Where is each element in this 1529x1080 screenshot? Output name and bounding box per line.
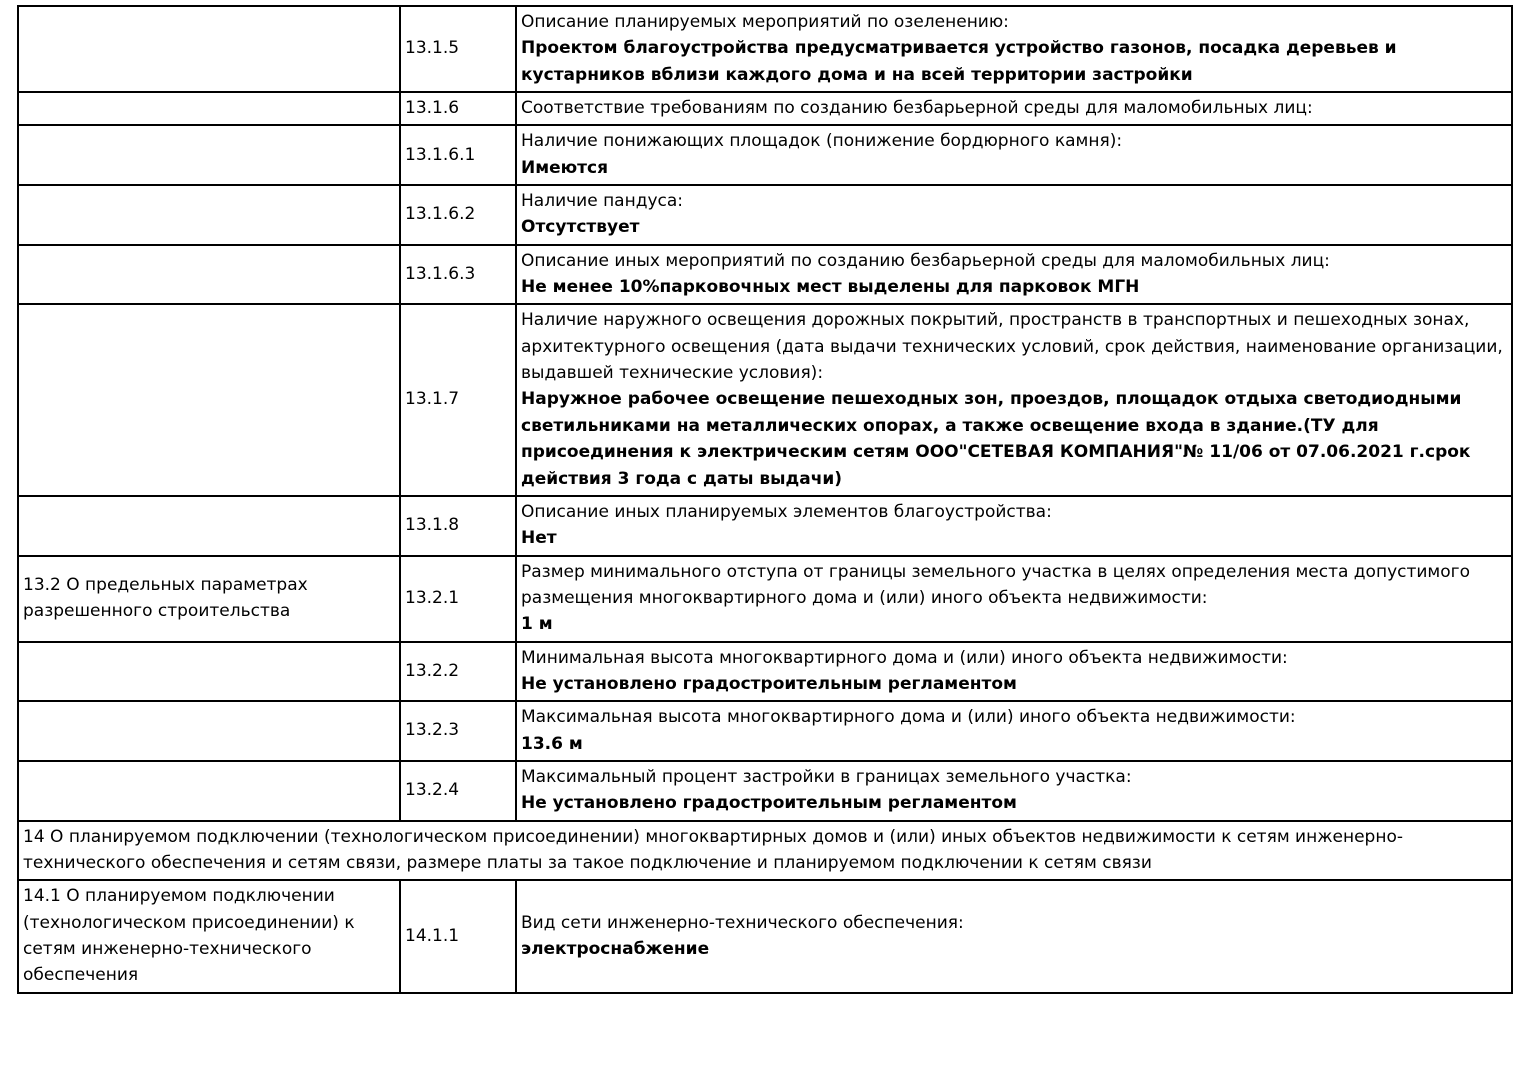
section-cell: 13.2 О предельных параметрах разрешенного строительства xyxy=(18,556,400,642)
content-cell xyxy=(516,185,1512,245)
item-number-cell: 13.1.5 xyxy=(400,6,516,92)
item-number-cell: 13.1.8 xyxy=(400,496,516,556)
table-row-13-2-3 xyxy=(18,701,1512,761)
field-label: Описание иных планируемых элементов благоустройства: xyxy=(521,501,1052,522)
section-cell xyxy=(18,125,400,185)
field-label: Минимальная высота многоквартирного дома и (или) иного объекта недвижимости: xyxy=(521,647,1288,668)
field-label: Описание иных мероприятий по созданию безбарьерной среды для маломобильных лиц: xyxy=(521,250,1330,271)
table-row-section-14 xyxy=(18,821,1512,881)
table-row-13-1-7 xyxy=(18,304,1512,495)
content-cell xyxy=(516,245,1512,305)
item-number-cell: 13.2.2 xyxy=(400,642,516,702)
content-cell xyxy=(516,125,1512,185)
field-value: Не менее 10%парковочных мест выделены для парковок МГН xyxy=(521,277,1140,298)
item-number-cell: 13.2.1 xyxy=(400,556,516,642)
item-number-cell: 13.1.6.2 xyxy=(400,185,516,245)
section-cell xyxy=(18,6,400,92)
item-number-cell: 13.1.6.1 xyxy=(400,125,516,185)
content-cell xyxy=(516,6,1512,92)
field-label: Размер минимального отступа от границы земельного участка в целях определения места допустимого размещения многоквартирного дома и (или) иного объекта недвижимости: xyxy=(521,561,1470,608)
content-cell xyxy=(516,701,1512,761)
table-row-13-1-6-2 xyxy=(18,185,1512,245)
table-row-13-1-6-3 xyxy=(18,245,1512,305)
field-value: Наружное рабочее освещение пешеходных зон, проездов, площадок отдыха светодиодными светильниками на металлических опорах, а также освещение входа в здание.(ТУ для присоединения к электрическим сетям ООО"СЕТЕВАЯ КОМПАНИЯ"№ 11/06 от 07.06.2021 г.срок действия 3 года с даты выдачи) xyxy=(521,389,1471,489)
section-cell xyxy=(18,92,400,125)
field-value: Не установлено градостроительным регламентом xyxy=(521,673,1017,694)
section-cell xyxy=(18,701,400,761)
field-value: Проектом благоустройства предусматривается устройство газонов, посадка деревьев и кустарников вблизи каждого дома и на всей территории застройки xyxy=(521,38,1397,85)
section-cell xyxy=(18,304,400,495)
section-heading-cell: 14 О планируемом подключении (технологическом присоединении) многоквартирных домов и (или) иных объектов недвижимости к сетям инженерно-технического обеспечения и сетям связи, размере платы за такое подключение и планируемом подключении к сетям связи xyxy=(18,821,1512,881)
item-number-cell: 13.1.7 xyxy=(400,304,516,495)
field-label: Наличие пандуса: xyxy=(521,191,684,212)
section-cell xyxy=(18,761,400,821)
content-cell xyxy=(516,556,1512,642)
field-label: Наличие понижающих площадок (понижение бордюрного камня): xyxy=(521,131,1123,152)
field-value: 13.6 м xyxy=(521,733,583,754)
field-value: Нет xyxy=(521,528,557,549)
section-cell xyxy=(18,185,400,245)
table-row-13-2-4 xyxy=(18,761,1512,821)
table-row-13-1-5 xyxy=(18,6,1512,92)
table-row-13-2-1 xyxy=(18,556,1512,642)
item-number-cell: 13.2.4 xyxy=(400,761,516,821)
section-cell: 14.1 О планируемом подключении (технологическом присоединении) к сетям инженерно-технического обеспечения xyxy=(18,880,400,992)
declaration-table xyxy=(17,5,1513,994)
field-value: Отсутствует xyxy=(521,217,640,238)
table-row-14-1-1 xyxy=(18,880,1512,992)
section-cell xyxy=(18,496,400,556)
item-number-cell: 13.1.6 xyxy=(400,92,516,125)
field-value: 1 м xyxy=(521,614,553,635)
field-value: Не установлено градостроительным регламентом xyxy=(521,793,1017,814)
item-number-cell: 14.1.1 xyxy=(400,880,516,992)
declaration-table-body xyxy=(18,6,1512,993)
section-cell xyxy=(18,642,400,702)
field-label: Соответствие требованиям по созданию безбарьерной среды для маломобильных лиц: xyxy=(521,98,1313,119)
field-label: Наличие наружного освещения дорожных покрытий, пространств в транспортных и пешеходных зонах, архитектурного освещения (дата выдачи технических условий, срок действия, наименование организации, выдавшей технические условия): xyxy=(521,310,1503,384)
field-label: Максимальная высота многоквартирного дома и (или) иного объекта недвижимости: xyxy=(521,707,1296,728)
field-value: Имеются xyxy=(521,157,609,178)
field-value: электроснабжение xyxy=(521,939,710,959)
field-label: Максимальный процент застройки в границах земельного участка: xyxy=(521,766,1132,787)
table-row-13-2-2 xyxy=(18,642,1512,702)
field-label: Вид сети инженерно-технического обеспечения: xyxy=(521,912,964,933)
content-cell xyxy=(516,642,1512,702)
content-cell xyxy=(516,304,1512,495)
table-row-13-1-6-1 xyxy=(18,125,1512,185)
table-row-13-1-8 xyxy=(18,496,1512,556)
item-number-cell: 13.1.6.3 xyxy=(400,245,516,305)
content-cell xyxy=(516,92,1512,125)
field-label: Описание планируемых мероприятий по озеленению: xyxy=(521,12,1009,32)
section-cell xyxy=(18,245,400,305)
content-cell xyxy=(516,761,1512,821)
item-number-cell: 13.2.3 xyxy=(400,701,516,761)
table-row-13-1-6 xyxy=(18,92,1512,125)
content-cell xyxy=(516,880,1512,992)
content-cell xyxy=(516,496,1512,556)
